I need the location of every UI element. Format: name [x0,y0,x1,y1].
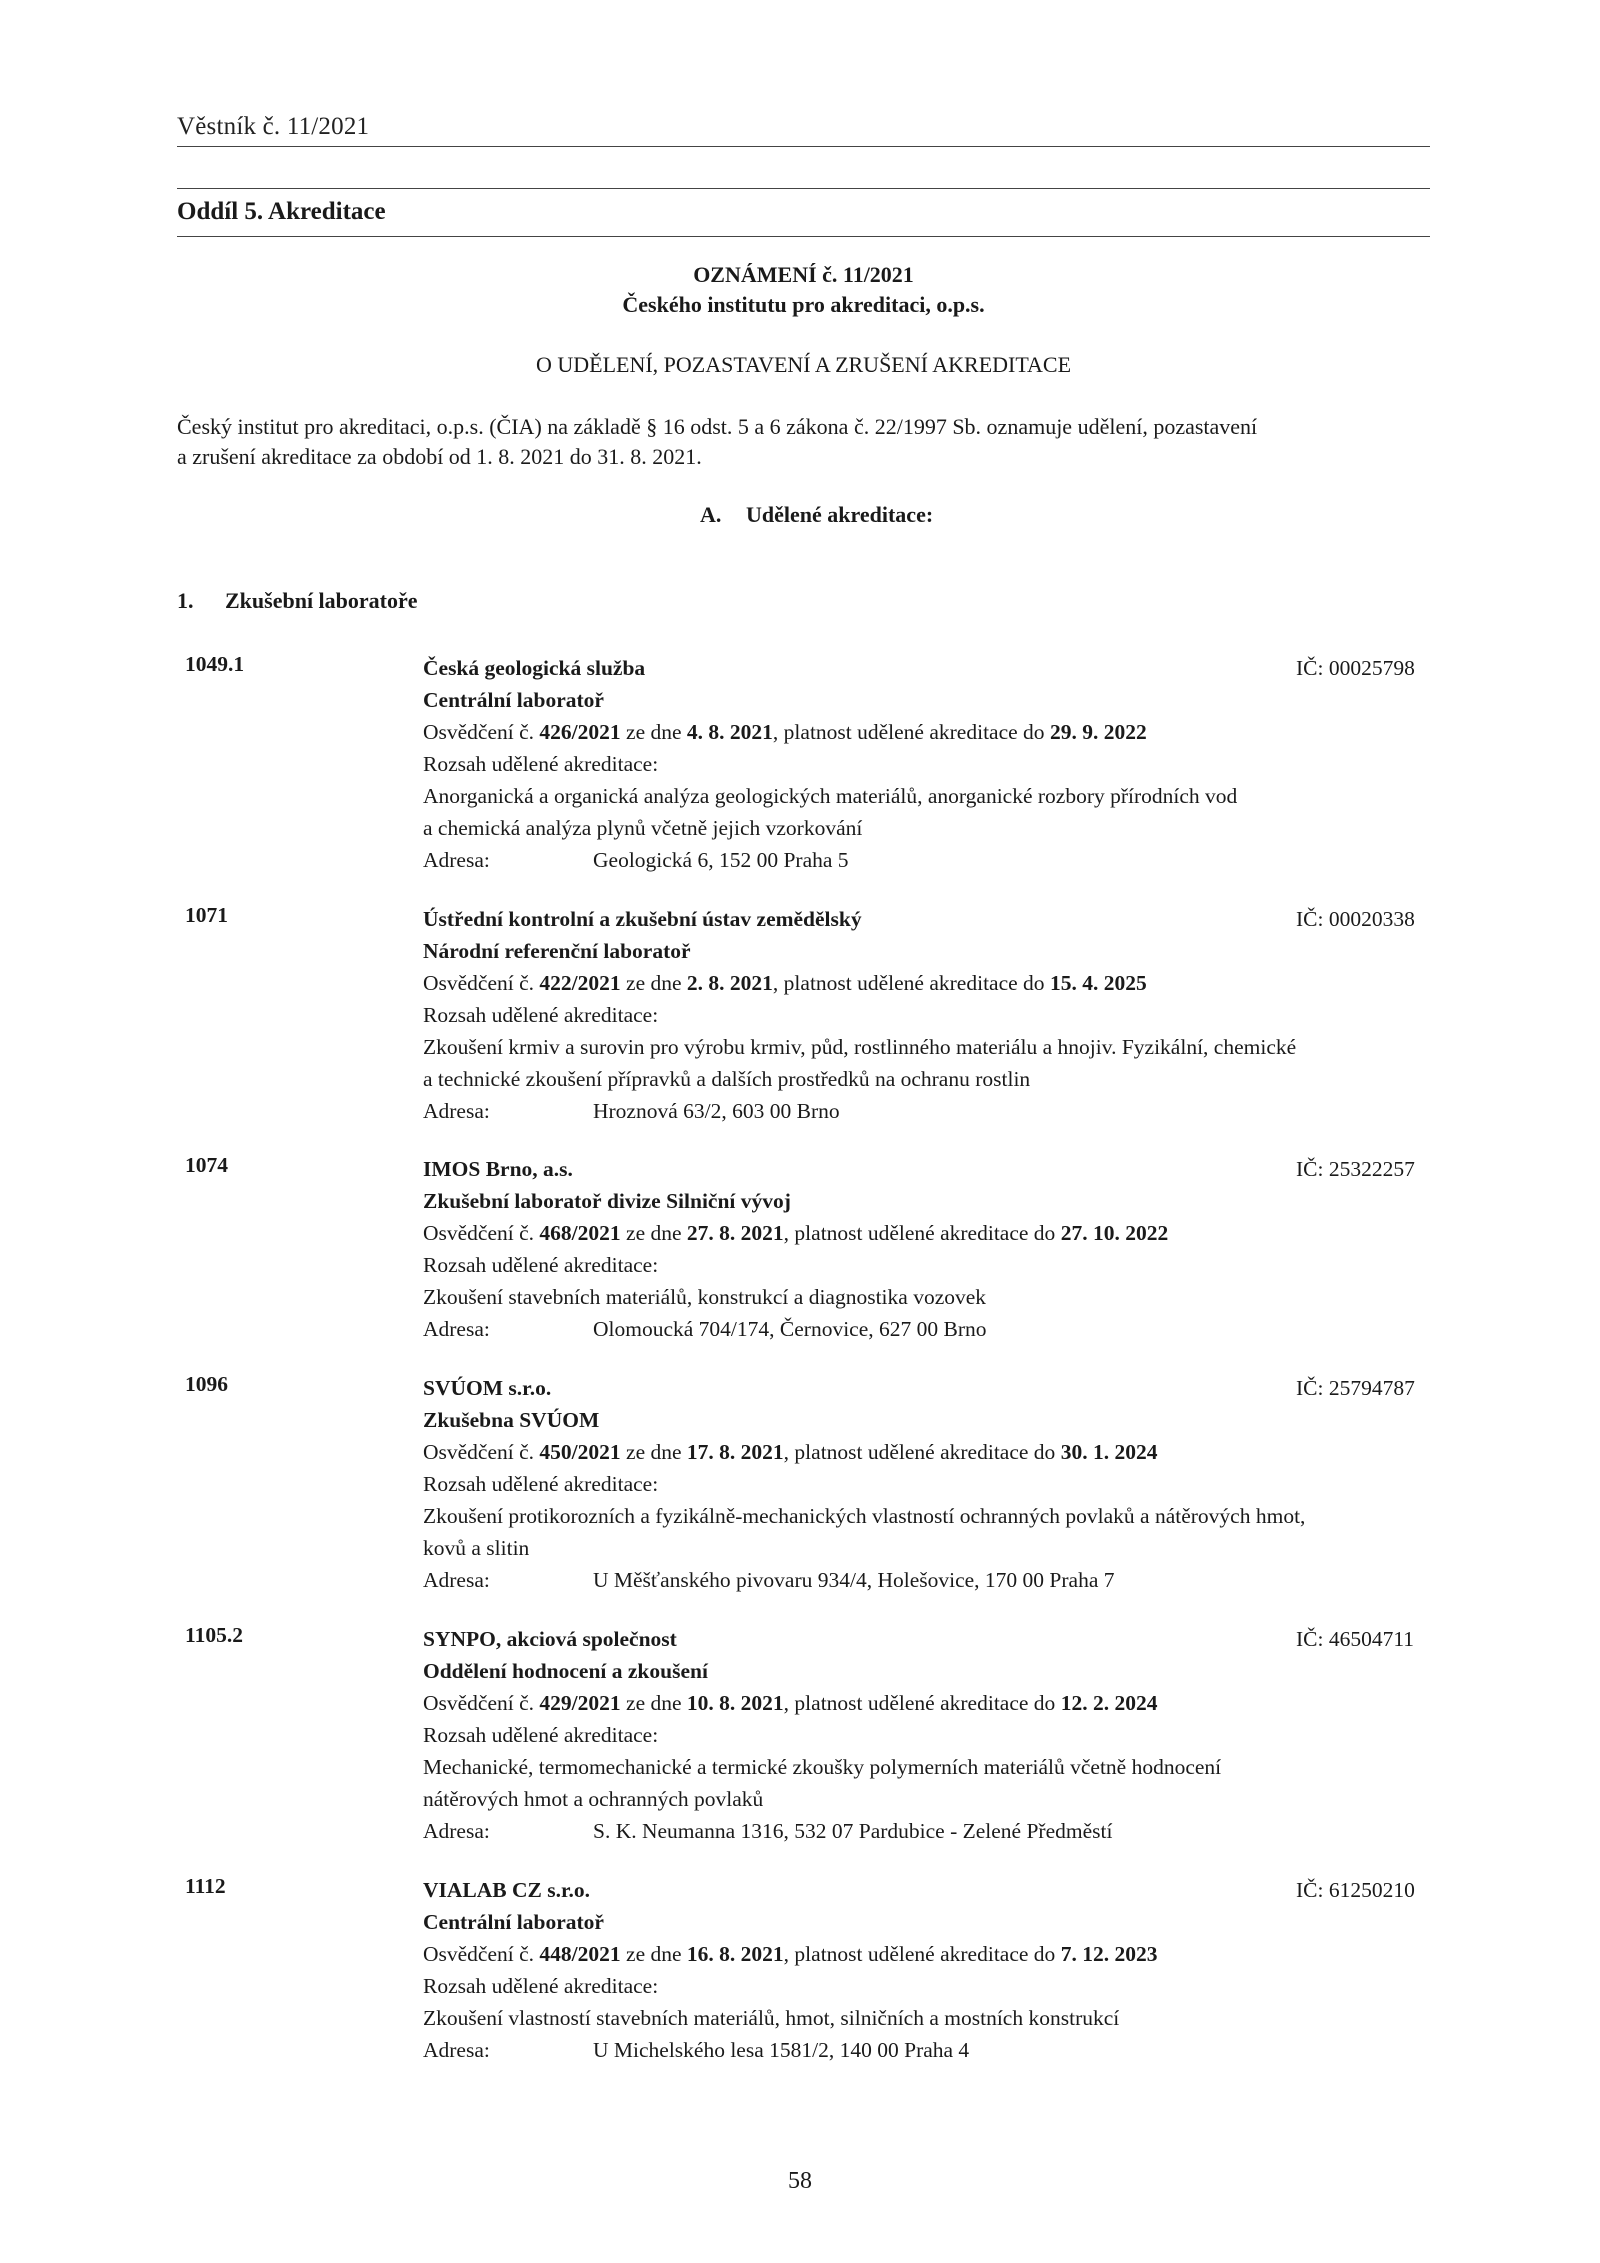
announcement-title: OZNÁMENÍ č. 11/2021 [693,262,914,287]
address-value: U Měšťanského pivovaru 934/4, Holešovice, 170 00 Praha 7 [593,1568,1115,1592]
entry-body [423,1623,1433,1847]
entry-name: SVÚOM s.r.o. [423,1376,552,1400]
cert-date: 10. 8. 2021 [686,1691,784,1715]
cert-number: 422/2021 [539,971,621,995]
entry-number: 1049.1 [185,652,245,676]
entry-unit: Centrální laboratoř [423,688,604,712]
address-value: Geologická 6, 152 00 Praha 5 [593,848,849,872]
scope-text: Anorganická a organická analýza geologických materiálů, anorganické rozbory přírodních vod [423,784,1238,808]
entry-number: 1096 [185,1372,228,1396]
cert-date-prefix: ze dne [626,720,682,744]
cert-prefix: Osvědčení č. [423,1691,535,1715]
entry-address [423,1564,1433,1596]
cert-validity: , platnost udělené akreditace do [783,1942,1056,1966]
entry-name: Česká geologická služba [423,656,646,680]
entry-address [423,1815,1433,1847]
cert-prefix: Osvědčení č. [423,1221,535,1245]
scope-label: Rozsah udělené akreditace: [423,1974,659,1998]
valid-until: 12. 2. 2024 [1060,1691,1158,1715]
intro-line: a zrušení akreditace za období od 1. 8. 2021 do 31. 8. 2021. [177,444,702,469]
section-rule-top [177,188,1430,189]
cert-prefix: Osvědčení č. [423,1942,535,1966]
entry-unit: Centrální laboratoř [423,1910,604,1934]
valid-until: 15. 4. 2025 [1049,971,1147,995]
cert-number: 450/2021 [539,1440,621,1464]
announcement-issuer: Českého institutu pro akreditaci, o.p.s. [622,292,985,317]
entry-ico: IČ: 46504711 [1296,1627,1415,1651]
entry-certificate [423,1938,1433,1970]
entry-certificate [423,1436,1433,1468]
address-value: U Michelského lesa 1581/2, 140 00 Praha 4 [593,2038,970,2062]
entry-number: 1112 [185,1874,226,1898]
scope-text: Zkoušení stavebních materiálů, konstrukcí a diagnostika vozovek [423,1285,987,1309]
entry-ico: IČ: 25322257 [1296,1157,1415,1181]
scope-text: a technické zkoušení přípravků a dalších prostředků na ochranu rostlin [423,1067,1031,1091]
section-rule-bottom [177,236,1430,237]
entry-name: Ústřední kontrolní a zkušební ústav zemědělský [423,907,862,931]
cert-date-prefix: ze dne [626,1691,682,1715]
valid-until: 7. 12. 2023 [1060,1942,1158,1966]
address-label: Adresa: [423,1099,490,1123]
subsection-heading [177,588,418,614]
entry-certificate [423,1217,1433,1249]
cert-number: 426/2021 [539,720,621,744]
cert-prefix: Osvědčení č. [423,971,535,995]
cert-prefix: Osvědčení č. [423,720,535,744]
cert-date-prefix: ze dne [626,971,682,995]
entry-ico: IČ: 25794787 [1296,1376,1415,1400]
entry-unit: Zkušebna SVÚOM [423,1408,600,1432]
valid-until: 29. 9. 2022 [1049,720,1147,744]
address-label: Adresa: [423,2038,490,2062]
cert-date: 4. 8. 2021 [686,720,773,744]
entry-unit: Oddělení hodnocení a zkoušení [423,1659,708,1683]
entry-name: VIALAB CZ s.r.o. [423,1878,591,1902]
address-label: Adresa: [423,1568,490,1592]
entry-certificate [423,1687,1433,1719]
entry-unit: Zkušební laboratoř divize Silniční vývoj [423,1189,791,1213]
scope-label: Rozsah udělené akreditace: [423,1003,659,1027]
scope-text: a chemická analýza plynů včetně jejich vzorkování [423,816,863,840]
cert-date: 16. 8. 2021 [686,1942,784,1966]
part-a-label: A. [700,502,722,527]
cert-date-prefix: ze dne [626,1440,682,1464]
entry-ico: IČ: 00025798 [1296,656,1415,680]
address-label: Adresa: [423,1819,490,1843]
scope-text: Zkoušení protikorozních a fyzikálně-mechanických vlastností ochranných povlaků a nátěrových hmot, [423,1504,1306,1528]
cert-date-prefix: ze dne [626,1221,682,1245]
intro-line: Český institut pro akreditaci, o.p.s. (ČIA) na základě § 16 odst. 5 a 6 zákona č. 22/1997 Sb. oznamuje udělení, pozastavení [177,414,1258,439]
announcement-subject: O UDĚLENÍ, POZASTAVENÍ A ZRUŠENÍ AKREDITACE [535,352,1072,377]
cert-date-prefix: ze dne [626,1942,682,1966]
page-number: 58 [788,2168,812,2194]
scope-text: kovů a slitin [423,1536,530,1560]
entry-number: 1074 [185,1153,228,1177]
address-label: Adresa: [423,1317,490,1341]
intro-paragraph [177,412,1430,472]
entry-certificate [423,967,1433,999]
scope-text: nátěrových hmot a ochranných povlaků [423,1787,764,1811]
part-a-title: Udělené akreditace: [746,502,934,527]
entry-ico: IČ: 61250210 [1296,1878,1415,1902]
section-title: Oddíl 5. Akreditace [177,198,386,225]
cert-prefix: Osvědčení č. [423,1440,535,1464]
scope-label: Rozsah udělené akreditace: [423,1472,659,1496]
valid-until: 30. 1. 2024 [1060,1440,1158,1464]
entry-address [423,844,1433,876]
cert-validity: , platnost udělené akreditace do [783,1691,1056,1715]
running-header: Věstník č. 11/2021 [177,113,370,140]
scope-label: Rozsah udělené akreditace: [423,1253,659,1277]
part-a-heading [700,502,933,528]
entry-body [423,1874,1433,2066]
cert-date: 2. 8. 2021 [686,971,773,995]
address-value: Hroznová 63/2, 603 00 Brno [593,1099,840,1123]
cert-validity: , platnost udělené akreditace do [772,720,1045,744]
cert-date: 27. 8. 2021 [686,1221,784,1245]
cert-number: 448/2021 [539,1942,621,1966]
scope-label: Rozsah udělené akreditace: [423,1723,659,1747]
entry-certificate [423,716,1433,748]
cert-validity: , platnost udělené akreditace do [783,1221,1056,1245]
cert-number: 429/2021 [539,1691,621,1715]
entry-name: IMOS Brno, a.s. [423,1157,573,1181]
cert-number: 468/2021 [539,1221,621,1245]
header-rule [177,146,1430,147]
entry-address [423,1095,1433,1127]
entry-body [423,903,1433,1127]
scope-text: Zkoušení krmiv a surovin pro výrobu krmiv, půd, rostlinného materiálu a hnojiv. Fyzikální, chemické [423,1035,1297,1059]
entry-body [423,1372,1433,1596]
scope-label: Rozsah udělené akreditace: [423,752,659,776]
subsection-label: 1. [177,588,194,613]
cert-validity: , platnost udělené akreditace do [772,971,1045,995]
entry-body [423,1153,1433,1345]
valid-until: 27. 10. 2022 [1060,1221,1169,1245]
entry-ico: IČ: 00020338 [1296,907,1415,931]
entry-name: SYNPO, akciová společnost [423,1627,677,1651]
subsection-title: Zkušební laboratoře [225,588,418,613]
scope-text: Mechanické, termomechanické a termické zkoušky polymerních materiálů včetně hodnocení [423,1755,1222,1779]
entry-number: 1071 [185,903,228,927]
entry-body [423,652,1433,876]
entry-address [423,2034,1433,2066]
address-value: S. K. Neumanna 1316, 532 07 Pardubice - Zelené Předměstí [593,1819,1113,1843]
cert-date: 17. 8. 2021 [686,1440,784,1464]
scope-text: Zkoušení vlastností stavebních materiálů, hmot, silničních a mostních konstrukcí [423,2006,1120,2030]
entry-address [423,1313,1433,1345]
entry-unit: Národní referenční laboratoř [423,939,691,963]
address-label: Adresa: [423,848,490,872]
address-value: Olomoucká 704/174, Černovice, 627 00 Brno [593,1317,987,1341]
cert-validity: , platnost udělené akreditace do [783,1440,1056,1464]
entry-number: 1105.2 [185,1623,243,1647]
